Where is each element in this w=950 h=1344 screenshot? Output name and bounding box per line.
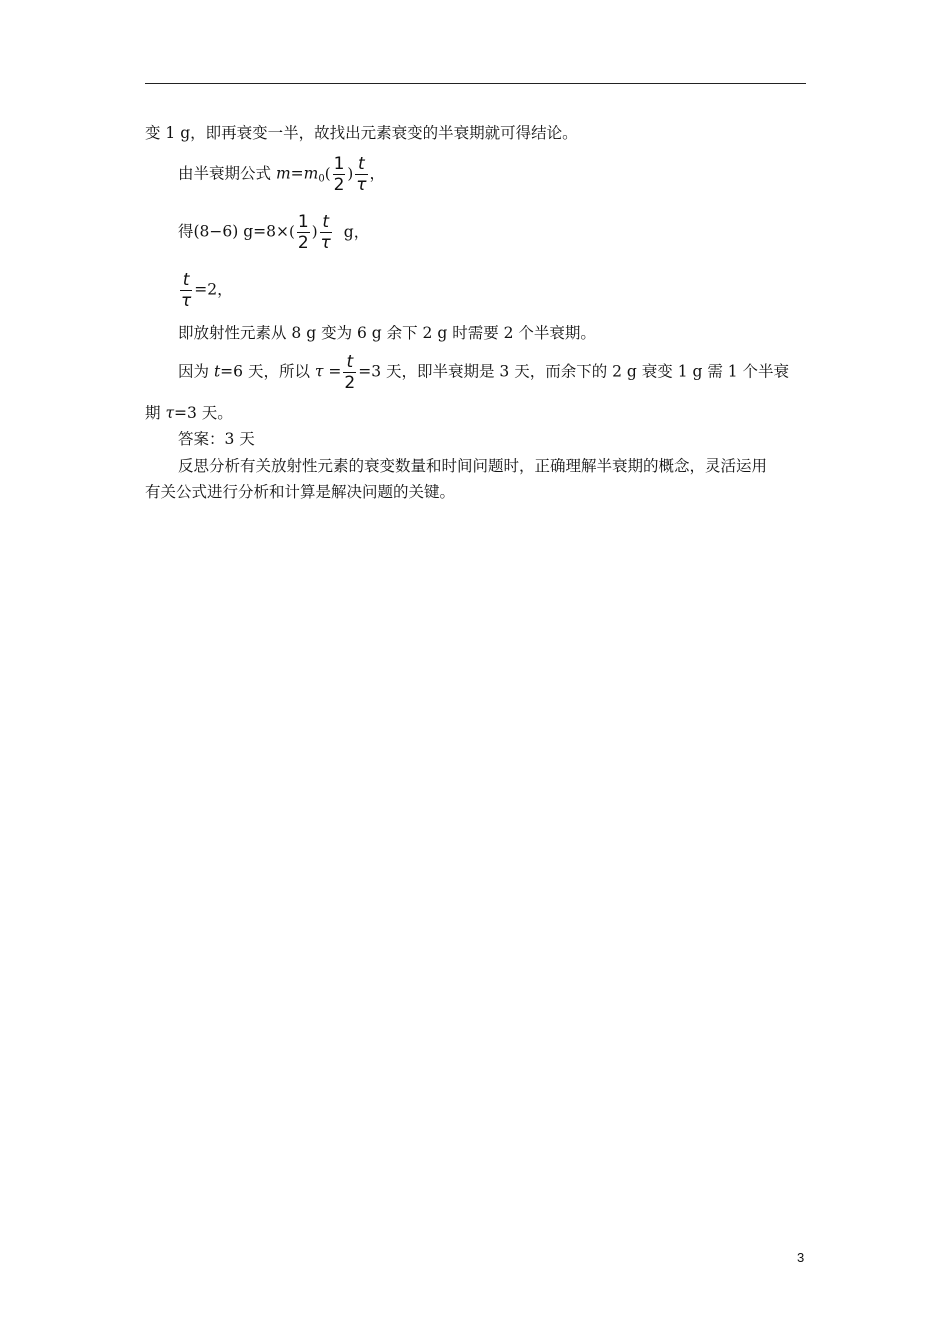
formula-line-half-life: 由半衰期公式 $m=m_0$( $\frac{1}{2}$ ) $\frac{t}{\tau}$ ， (178, 154, 386, 195)
fraction-t-over-tau: $\frac{t}{\tau}$ (320, 212, 331, 253)
text-line-5: 即放射性元素从 8 g 变为 6 g 余下 2 g 时需要 2 个半衰期。 (178, 324, 596, 342)
fraction-t-over-tau: $\frac{t}{\tau}$ (181, 270, 192, 311)
reflection-line-1: 反思分析有关放射性元素的衰变数量和时间问题时，正确理解半衰期的概念，灵活运用 (178, 457, 768, 475)
text-line-1: 变 1 g，即再衰变一半，故找出元素衰变的半衰期就可得结论。 (145, 124, 578, 142)
formula-line-tau: 因为 t=6 天，所以 τ = $\frac{t}{2}$ =3 天，即半衰期是 3 天，而余下的 2 g 衰变 1 g 需 1 个半衰 (178, 352, 790, 393)
answer-line: 答案：3 天 (178, 430, 255, 448)
fraction-t-over-two: $\frac{t}{2}$ (344, 352, 356, 393)
header-rule (145, 83, 806, 84)
reflection-line-2: 有关公式进行分析和计算是解决问题的关键。 (145, 483, 456, 501)
formula-line-substitution: 得(8−6) g=8×( $\frac{1}{2}$ ) $\frac{t}{\tau}$ g， (178, 212, 370, 253)
page-number: 3 (797, 1250, 805, 1265)
formula-line-ratio: $\frac{t}{\tau}$ =2， (181, 270, 233, 311)
fraction-t-over-tau: $\frac{t}{\tau}$ (356, 154, 367, 195)
fraction-one-half: $\frac{1}{2}$ (333, 154, 345, 195)
text-line-7: 期 τ=3 天。 (145, 404, 233, 422)
fraction-one-half: $\frac{1}{2}$ (297, 212, 309, 253)
